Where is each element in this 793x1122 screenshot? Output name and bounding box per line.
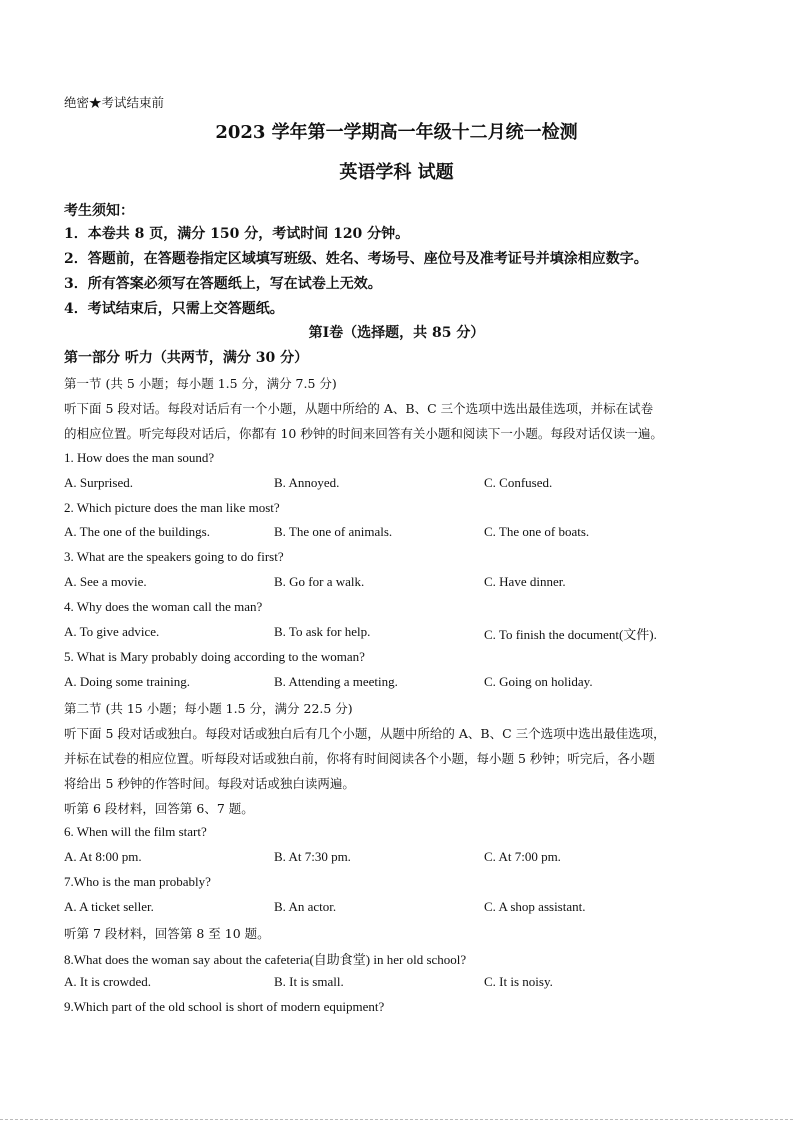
option-c: C. Going on holiday.	[484, 674, 593, 689]
option-a: A. It is crowded.	[64, 974, 152, 989]
question-4: 4. Why does the woman call the man?	[64, 599, 263, 614]
option-c: C. At 7:00 pm.	[484, 849, 561, 864]
section2-directions: 并标在试卷的相应位置。听每段对话或独白前，你将有时间阅读各个小题，每小题 5 秒钟；听完后，各小题	[64, 751, 655, 766]
option-a: A. Surprised.	[64, 475, 133, 490]
confidential-label: 绝密★考试结束前	[64, 95, 165, 110]
option-a: A. The one of the buildings.	[64, 524, 210, 539]
question-2: 2. Which picture does the man like most?	[64, 500, 280, 515]
option-b: B. It is small.	[274, 974, 344, 989]
question-8: 8.What does the woman say about the cafeteria(自助食堂) in her old school?	[64, 952, 467, 967]
notice-item: 2．答题前，在答题卷指定区域填写班级、姓名、考场号、座位号及准考证号并填涂相应数字。	[64, 251, 648, 267]
section2-directions: 听下面 5 段对话或独白。每段对话或独白后有几个小题，从题中所给的 A、B、C 三个选项中选出最佳选项，	[64, 726, 666, 741]
option-a: A. To give advice.	[64, 624, 160, 639]
part1-title: 第一部分 听力（共两节，满分 30 分）	[64, 350, 309, 366]
volume-title: 第Ⅰ卷（选择题，共 85 分）	[308, 325, 485, 341]
material-6-note: 听第 6 段材料，回答第 6、7 题。	[64, 801, 254, 816]
notice-item: 3．所有答案必须写在答题纸上，写在试卷上无效。	[64, 276, 382, 292]
question-9: 9.Which part of the old school is short of modern equipment?	[64, 999, 385, 1014]
option-c: C. To finish the document(文件).	[484, 627, 657, 642]
notice-item: 1．本卷共 8 页，满分 150 分，考试时间 120 分钟。	[64, 226, 410, 242]
page-bottom-divider	[0, 1119, 793, 1120]
option-c: C. Confused.	[484, 475, 553, 490]
section2-title: 第二节 (共 15 小题；每小题 1.5 分，满分 22.5 分)	[64, 701, 353, 716]
option-b: B. Go for a walk.	[274, 574, 365, 589]
question-1: 1. How does the man sound?	[64, 450, 215, 465]
option-b: B. At 7:30 pm.	[274, 849, 351, 864]
subject-title: 英语学科 试题	[339, 162, 454, 183]
section2-directions: 将给出 5 秒钟的作答时间。每段对话或独白读两遍。	[64, 776, 355, 791]
notice-heading: 考生须知：	[64, 203, 134, 219]
option-c: C. It is noisy.	[484, 974, 553, 989]
question-6: 6. When will the film start?	[64, 824, 207, 839]
option-a: A. Doing some training.	[64, 674, 191, 689]
question-7: 7.Who is the man probably?	[64, 874, 211, 889]
option-b: B. An actor.	[274, 899, 337, 914]
material-7-note: 听第 7 段材料，回答第 8 至 10 题。	[64, 926, 270, 941]
section1-directions: 听下面 5 段对话。每段对话后有一个小题，从题中所给的 A、B、C 三个选项中选出最佳选项，并标在试卷	[64, 401, 654, 416]
option-a: A. At 8:00 pm.	[64, 849, 142, 864]
option-a: A. A ticket seller.	[64, 899, 154, 914]
option-c: C. A shop assistant.	[484, 899, 586, 914]
section1-directions: 的相应位置。听完每段对话后，你都有 10 秒钟的时间来回答有关小题和阅读下一小题。每段对话仅读一遍。	[64, 426, 663, 441]
option-b: B. To ask for help.	[274, 624, 371, 639]
option-c: C. Have dinner.	[484, 574, 566, 589]
question-3: 3. What are the speakers going to do first?	[64, 549, 284, 564]
exam-title: 2023 学年第一学期高一年级十二月统一检测	[215, 122, 578, 143]
option-b: B. Attending a meeting.	[274, 674, 398, 689]
option-a: A. See a movie.	[64, 574, 147, 589]
option-c: C. The one of boats.	[484, 524, 590, 539]
option-b: B. Annoyed.	[274, 475, 340, 490]
question-5: 5. What is Mary probably doing according to the woman?	[64, 649, 365, 664]
notice-item: 4．考试结束后，只需上交答题纸。	[64, 301, 284, 317]
option-b: B. The one of animals.	[274, 524, 393, 539]
section1-title: 第一节 (共 5 小题；每小题 1.5 分，满分 7.5 分)	[64, 376, 337, 391]
